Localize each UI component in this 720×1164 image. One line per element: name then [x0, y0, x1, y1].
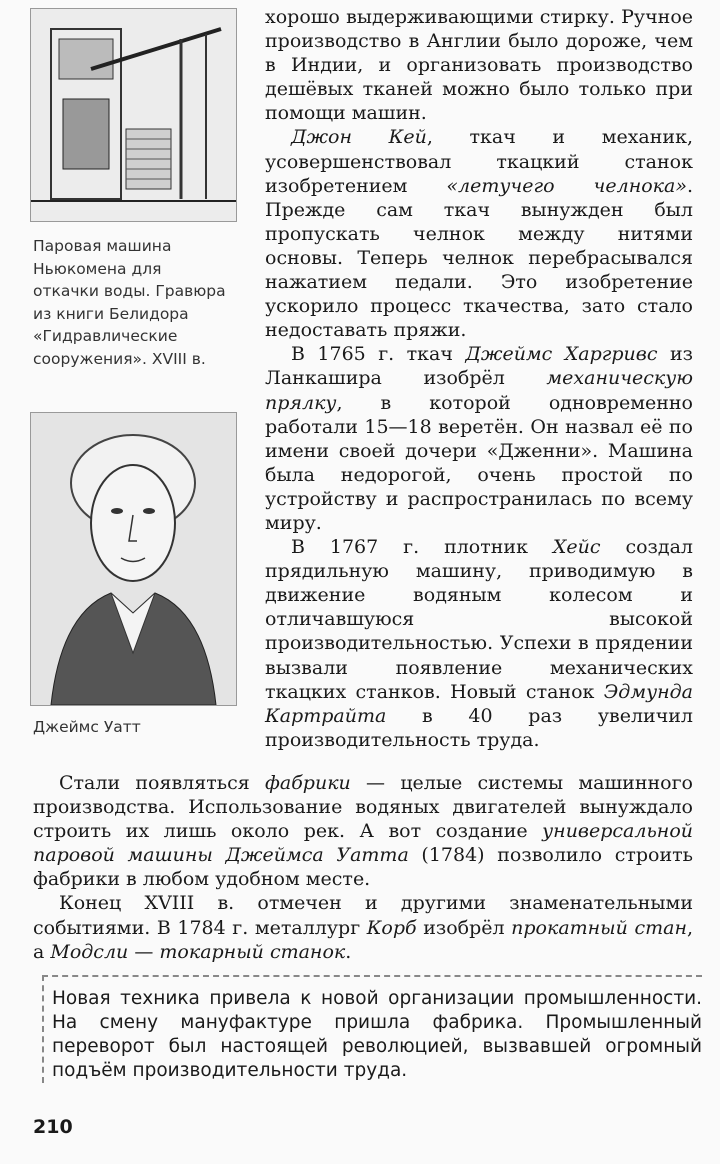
paragraph: Конец XVIII в. отмечен и другими знаменательными событиями. В 1784 г. металлург Корб изобрёл прокатный стан, а Модсли — токарный станок.: [33, 892, 694, 963]
engine-engraving-icon: [31, 9, 236, 221]
figure2-caption: Джеймс Уатт: [33, 718, 141, 736]
right-column-text: [265, 5, 693, 752]
james-watt-portrait: [30, 412, 237, 706]
paragraph: Стали появляться фабрики — целые системы машинного производства. Использование водяных двигателей вынуждало строить их лишь около рек. А вот создание универсальной паровой машины Джеймса Уатта (1784) позволило строить фабрики в любом удобном месте.: [33, 772, 693, 891]
portrait-engraving-icon: [31, 413, 236, 705]
paragraph: Джон Кей, ткач и механик, усовершенствовал ткацкий станок изобретением «летучего челнока». Прежде сам ткач вынужден был пропускать челнок между нитями основы. Теперь челнок перебрасывался нажатием педали. Это изобретение ускорило процесс ткачества, зато стало недоставать пряжи.: [265, 126, 694, 342]
page-number: 210: [33, 1116, 73, 1138]
paragraph: В 1767 г. плотник Хейс создал прядильную машину, приводимую в движение водяным колесом и отличавшуюся высокой производительностью. Успехи в прядении вызвали появление механических ткацких станков. Новый станок Эдмунда Картрайта в 40 раз увеличил производительность труда.: [265, 536, 693, 751]
full-width-text: [33, 771, 693, 964]
summary-box: Новая техника привела к новой организации промышленности. На смену мануфактуре пришла фабрика. Промышленный переворот был настоящей революцией, вызвавшей огромный подъём производительности труда.: [42, 975, 702, 1083]
paragraph: В 1765 г. ткач Джеймс Харгривс из Ланкашира изобрёл механическую прялку, в которой одновременно работали 15—18 веретён. Он назвал её по имени своей дочери «Дженни». Машина была недорогой, очень простой по устройству и распространилась по всему миру.: [265, 343, 693, 534]
paragraph: хорошо выдерживающими стирку. Ручное производство в Англии было дороже, чем в Индии, и организовать производство дешёвых тканей можно было только при помощи машин.: [265, 6, 693, 125]
newcomen-engine-illustration: [30, 8, 237, 222]
figure1-caption: Паровая машина Ньюкомена для откачки воды. Гравюра из книги Белидора «Гидравлические сооружения». XVIII в.: [33, 237, 226, 368]
